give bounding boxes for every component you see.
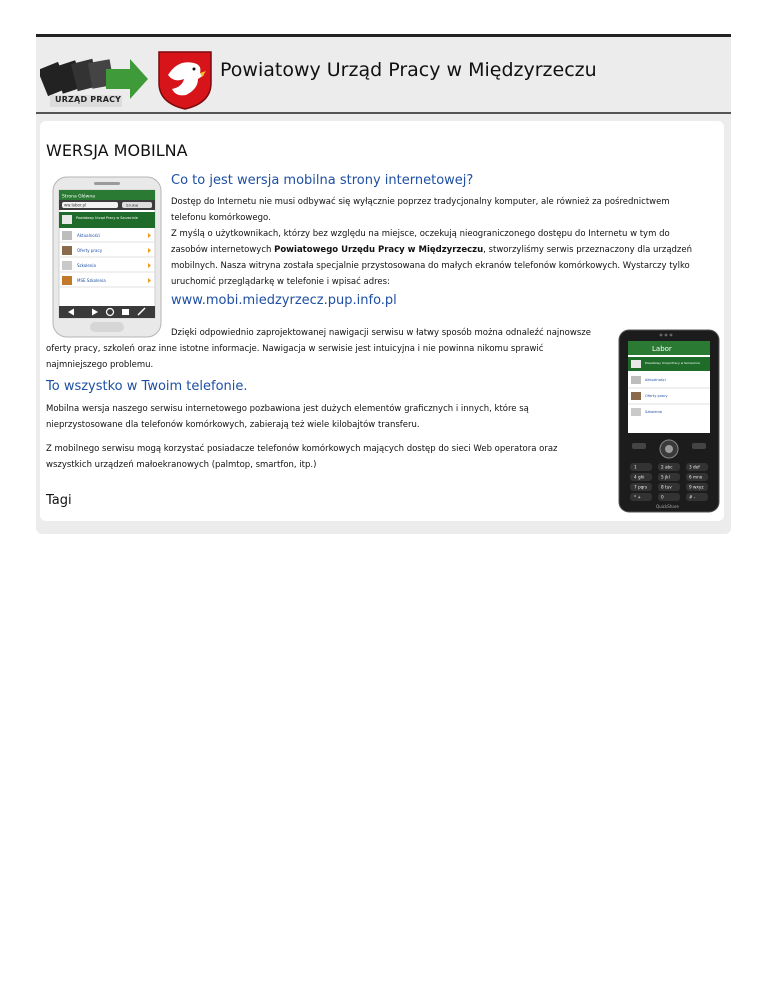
svg-text:1: 1 [634,464,637,470]
svg-text:Aktualności: Aktualności [645,378,666,382]
paragraph-description-tail: , stworzyliśmy serwis przeznaczony dla urządzeń mobilnych. Nasza witryna została specjalnie przystosowana do małych ekranów telefonów komórkowych. Wystarczy tylko uruchomić przeglądarkę w telefonie i wpisać adres: [171,245,693,287]
paragraph-description [171,226,706,290]
svg-text:7 pqrs: 7 pqrs [634,484,648,490]
smartphone-illustration [52,176,162,338]
svg-text:# -: # - [689,494,696,500]
svg-text:6 mno: 6 mno [689,474,703,480]
phone2-screen-title: Labor [652,345,672,353]
paragraph-description-lead: Z myślą o użytkownikach, którzy bez względu na miejsce, oczekują nieograniczonego dostępu do Internetu w tym do zasobów internetowych [171,229,670,255]
svg-text:Szkolenia: Szkolenia [77,263,96,268]
tags-heading: Tagi [46,493,72,508]
content-panel [40,121,724,521]
svg-text:9 wxyz: 9 wxyz [689,484,704,490]
page-frame [36,34,731,534]
svg-text:3 def: 3 def [689,464,700,470]
mobile-phone-illustration [618,329,720,513]
svg-text:Aktualności: Aktualności [77,233,101,238]
svg-text:Powiatowy Urząd Pracy w Szczec: Powiatowy Urząd Pracy w Szczecinie [76,216,138,220]
paragraph-lightweight: Mobilna wersja naszego serwisu internetowego pozbawiona jest dużych elementów graficznych i innych, które są nieprzystosowane dla telefonów komórkowych, zabierają też wiele kilobajtów transferu. [46,404,529,430]
site-header [36,37,731,114]
svg-text:5 jkl: 5 jkl [661,474,670,480]
page-title: WERSJA MOBILNA [46,141,188,160]
svg-text:MSE Szkolenia: MSE Szkolenia [77,278,106,283]
phone1-screen-title: Strona Główna [62,194,95,200]
institution-name: Powiatowego Urzędu Pracy w Międzyrzeczu [274,245,484,255]
section-heading-phone: To wszystko w Twoim telefonie. [46,379,248,394]
paragraph-navigation: Dzięki odpowiednio zaprojektowanej nawigacji serwisu w łatwy sposób można odnaleźć najnowsze oferty pracy, szkoleń oraz inne istotne informacje. Nawigacja w serwisie jest intuicyjna i nie powinna nikomu sprawić najmniejszego problemu. [46,328,591,370]
mobile-site-link[interactable]: www.mobi.miedzyrzecz.pup.info.pl [171,293,397,308]
site-title[interactable]: Powiatowy Urząd Pracy w Międzyrzeczu [220,59,597,81]
svg-text:QuickShare: QuickShare [656,504,679,509]
svg-text:Oferty pracy: Oferty pracy [77,248,103,253]
logo-caption: URZĄD PRACY [55,95,122,104]
svg-text:2 abc: 2 abc [661,464,673,470]
svg-text:Szkolenia: Szkolenia [645,410,663,414]
section-heading-what-is: Co to jest wersja mobilna strony internetowej? [171,173,474,188]
svg-text:Powiatowy Urząd Pracy w Szczec: Powiatowy Urząd Pracy w Szczecinie [645,361,700,365]
svg-text:* +: * + [634,494,641,500]
coat-of-arms-icon [156,49,214,111]
paragraph-intro: Dostęp do Internetu nie musi odbywać się wyłącznie poprzez tradycjonalny komputer, ale również za pośrednictwem telefonu komórkowego. [171,197,670,223]
paragraph-compatibility: Z mobilnego serwisu mogą korzystać posiadacze telefonów komórkowych mających dostęp do sieci Web operatora oraz wszystkich urządzeń małoekranowych (palmtop, smartfon, itp.) [46,444,558,470]
svg-text:Oferty pracy: Oferty pracy [645,394,668,398]
svg-text:ww.labor.pl: ww.labor.pl [64,202,87,208]
svg-text:8 tuv: 8 tuv [661,484,672,490]
svg-text:Szukaj: Szukaj [126,202,139,208]
svg-text:0: 0 [661,494,664,500]
svg-text:4 ghi: 4 ghi [634,474,645,480]
